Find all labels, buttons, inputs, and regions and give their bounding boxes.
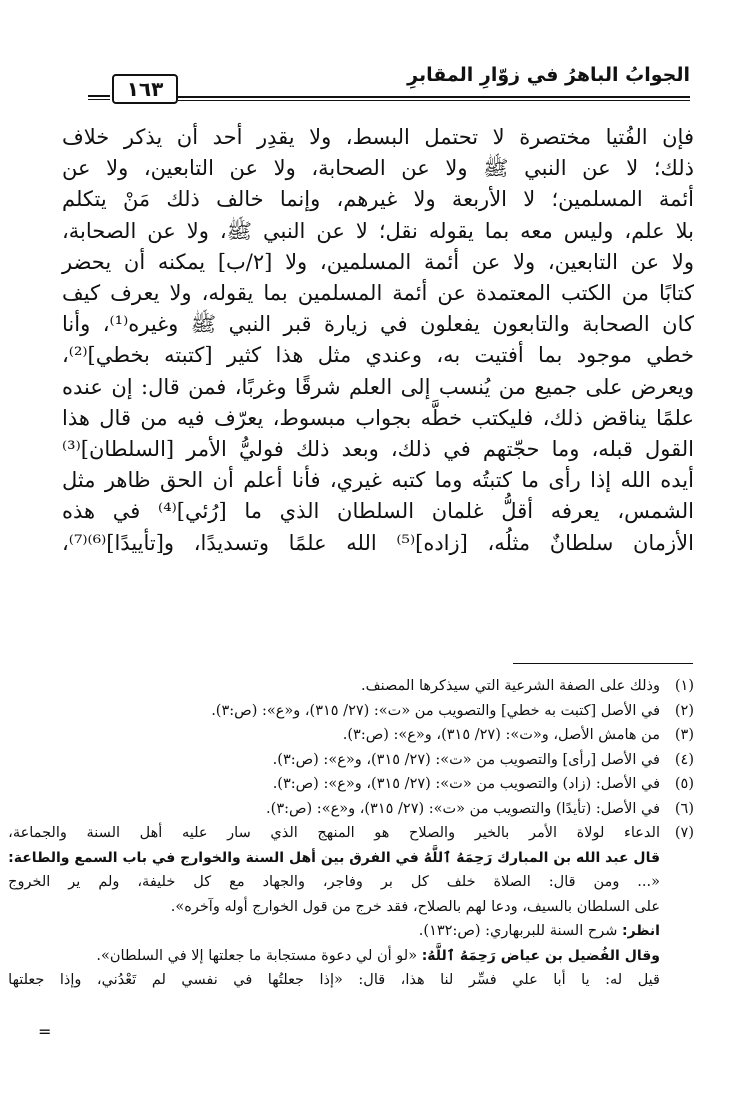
footnote	[62, 797, 694, 822]
footnote-text: في الأصل [رأى] والتصويب من «ت»: (٢٧/ ٣١٥)، و«ع»: (ص:٣).	[272, 751, 660, 768]
text-line: الأزمان سلطانٌ مثلُه، [زاده]⁽⁵⁾ الله علمًا وتسديدًا، و[تأييدًا]⁽⁶⁾⁽⁷⁾،	[62, 530, 694, 555]
footnote-quote: على السلطان بالسيف، ودعا لهم بالصلاح، فقد خرج من قول الخوارج أوله وآخره».	[170, 898, 660, 915]
header-left-rule	[88, 95, 110, 100]
footnotes	[8, 674, 694, 993]
text-line: خطي موجود بما أفتيت به، وعندي مثل هذا كثير [كتبته بخطي]⁽²⁾،	[62, 343, 694, 368]
text-line: ولا عن التابعين، ولا عن أئمة المسلمين، ولا [٢/ب] يمكنه أن يحضر	[62, 249, 695, 274]
text-line: أئمة المسلمين؛ لا الأربعة ولا غيرهم، وإنما خالف ذلك مَنْ يتكلم	[62, 187, 694, 212]
header-rule	[178, 96, 690, 101]
footnote	[8, 821, 694, 993]
footnote	[62, 772, 694, 797]
footnote-quote: «... ومن قال: الصلاة خلف كل بر وفاجر، والجهاد مع كل خليفة، ولم ير الخروج	[8, 874, 660, 890]
footnote-text: قيل له: يا أبا علي فسِّر لنا هذا، قال: «إذا جعلتُها في نفسي لم تَعْدُني، وإذا جعلتها	[8, 972, 660, 988]
footnote-quote-2	[8, 944, 660, 969]
footnote-text: في الأصل [كتبت به خطي] والتصويب من «ت»: (٢٧/ ٣١٥)، و«ع»: (ص:٣).	[211, 702, 660, 719]
footnote-number: (٣)	[674, 727, 694, 743]
footnote-text: في الأصل: (تأيدًا) والتصويب من «ت»: (٢٧/ ٣١٥)، و«ع»: (ص:٣).	[266, 800, 660, 817]
footnote	[62, 674, 694, 699]
text-line: القول قبله، وما حجّتهم في ذلك، وبعد ذلك فوليُّ الأمر [السلطان]⁽³⁾	[62, 437, 694, 462]
footnote-text: وذلك على الصفة الشرعية التي سيذكرها المصنف.	[360, 678, 660, 694]
text-line: كتابًا من الكتب المعتمدة عن أئمة المسلمين بما يقوله، ولا يعرف كيف	[62, 281, 694, 306]
reference-label: انظر:	[621, 923, 660, 939]
footnote	[62, 699, 694, 724]
footnote-number: (١)	[674, 678, 694, 694]
reference-text: شرح السنة للبربهاري: (ص:١٣٢).	[418, 923, 622, 939]
footnote-reference	[8, 919, 660, 944]
footnote	[62, 723, 694, 748]
text-line: أيده الله إذا رأى ما كتبتُه وما كتبه غيري، فأنا أعلم أن الحق ظاهر مثل	[62, 468, 694, 493]
footnote-text: في الأصل: (زاد) والتصويب من «ت»: (٢٧/ ٣١٥)، و«ع»: (ص:٣).	[272, 776, 660, 792]
footnote	[62, 748, 694, 773]
quote-attribution: وقال الفُضيل بن عياض رَحِمَهُ ٱللَّهُ:	[421, 947, 660, 964]
footnote-text: من هامش الأصل، و«ت»: (٢٧/ ٣١٥)، و«ع»: (ص:٣).	[342, 727, 660, 743]
footnote-number: (٤)	[674, 751, 694, 768]
text-line: علمًا يناقض ذلك، فليكتب خطَّه بجواب مبسوط، يعرّف فيه من قال هذا	[62, 405, 694, 430]
footnote-text: الدعاء لولاة الأمر بالخير والصلاح هو المنهج الذي سار عليه أهل السنة والجماعة،	[8, 825, 660, 841]
running-title: الجوابُ الباهرُ في زوّارِ المقابرِ	[407, 64, 690, 86]
page-header	[88, 62, 690, 102]
footnote-quote-attribution: قال عبد الله بن المبارك رَحِمَهُ ٱللَّهُ في الفرق بين أهل السنة والخوارج في باب السمع والطاعة:	[8, 849, 660, 866]
footnote-number: (٢)	[674, 702, 694, 719]
page-number: ١٦٣	[112, 74, 178, 104]
text-line: فإن الفُتيا مختصرة لا تحتمل البسط، ولا يقدِر أحد أن يذكر خلاف	[62, 125, 694, 149]
footnote-number: (٦)	[674, 800, 694, 817]
text-line: بلا علم، وليس معه بما يقوله نقل؛ لا عن النبي ﷺ، ولا عن الصحابة،	[62, 218, 694, 243]
text-line: ذلك؛ لا عن النبي ﷺ ولا عن الصحابة، ولا عن التابعين، ولا عن	[62, 156, 694, 181]
text-line: الشمس، يعرفه أقلُّ غلمان السلطان الذي ما [رُئي]⁽⁴⁾ في هذه	[62, 499, 694, 524]
text-line: ويعرض على جميع من يُنسب إلى العلم شرقًا وغربًا، فمن قال: إن عنده	[62, 374, 694, 399]
continuation-mark: =	[38, 1022, 52, 1041]
footnote-number: (٥)	[674, 776, 694, 792]
footnote-number: (٧)	[674, 825, 694, 841]
quote-text: «لو أن لي دعوة مستجابة ما جعلتها إلا في السلطان».	[96, 947, 422, 964]
main-text	[62, 122, 694, 559]
footnote-separator	[513, 663, 693, 664]
text-line: كان الصحابة والتابعون يفعلون في زيارة قبر النبي ﷺ وغيره⁽¹⁾، وأنا	[62, 312, 694, 337]
